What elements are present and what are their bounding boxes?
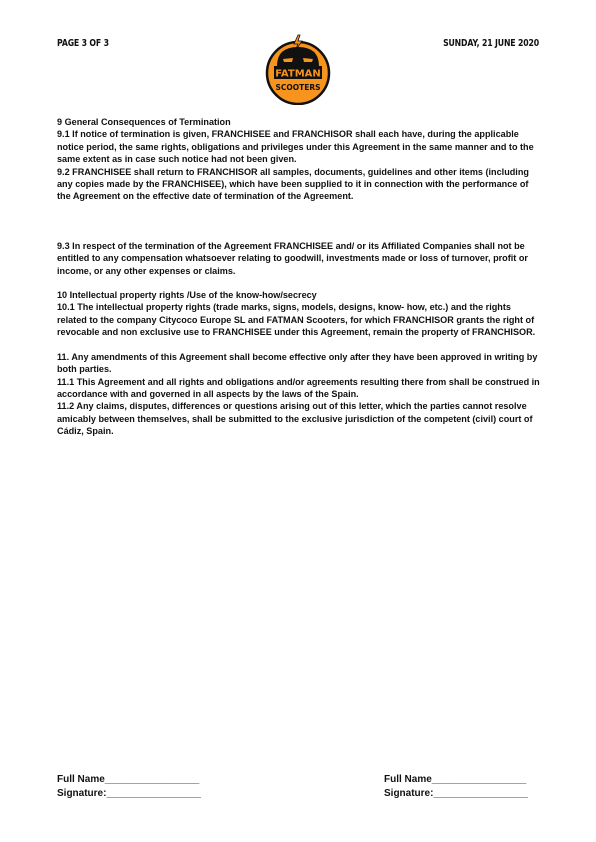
- clause-11: 11. Any amendments of this Agreement shall become effective only after they have been approved in writing by both parties.: [57, 351, 538, 375]
- fatman-scooters-logo: [265, 33, 331, 105]
- signature-block-left: [57, 773, 201, 801]
- signature-block-right: [384, 773, 528, 801]
- signature-line[interactable]: Signature:_________________: [384, 788, 528, 799]
- signature-line[interactable]: Signature:_________________: [57, 788, 201, 799]
- document-date: SUNDAY, 21 JUNE 2020: [443, 38, 539, 49]
- logo-top-word: FATMAN: [275, 68, 321, 80]
- page-number: PAGE 3 OF 3: [57, 38, 109, 49]
- clause-11-1: 11.1 This Agreement and all rights and obligations and/or agreements resulting there from shall be construed in accordance with and governed in all aspects by the laws of the Spain.: [57, 376, 540, 399]
- section-9-title: 9 General Consequences of Termination: [57, 117, 231, 127]
- clause-9-3: 9.3 In respect of the termination of the Agreement FRANCHISEE and/ or its Affiliated Companies shall not be entitled to any compensation whatsoever relating to goodwill, investments made or loss of turnover, profit or income, or any other expenses or claims.: [57, 240, 528, 276]
- clause-10-1: 10.1 The intellectual property rights (trade marks, signs, models, designs, know- how, etc.) and the rights related to the company Citycoco Europe SL and FATMAN Scooters, for which FRANCHISOR grants the right of revocable and non exclusive use to FRANCHISEE under this Agreement, remain the property of FRANCHISOR.: [57, 302, 536, 338]
- logo-bottom-word: SCOOTERS: [275, 83, 321, 92]
- section-10-title: 10 Intellectual property rights /Use of the know-how/secrecy: [57, 290, 317, 301]
- clause-9-2: 9.2 FRANCHISEE shall return to FRANCHISOR all samples, documents, guidelines and other items (including any copies made by the FRANCHISEE), which have been supplied to it in connection with the performance of the Agreement on the effective date of termination of the Agreement.: [57, 166, 529, 202]
- clause-9-1: 9.1 If notice of termination is given, FRANCHISEE and FRANCHISOR shall each have, during the applicable notice period, the same rights, obligations and privileges under this Agreement in the same manner and to the same extent as in case such notice had not been given.: [57, 129, 534, 165]
- agreement-body: [57, 116, 541, 438]
- full-name-line[interactable]: Full Name_________________: [384, 774, 527, 785]
- clause-11-2: 11.2 Any claims, disputes, differences or questions arising out of this letter, which the parties cannot resolve amicably between themselves, shall be submitted to the exclusive jurisdiction of the competent (civil) court of Cádiz, Spain.: [57, 401, 533, 437]
- full-name-line[interactable]: Full Name_________________: [57, 774, 200, 785]
